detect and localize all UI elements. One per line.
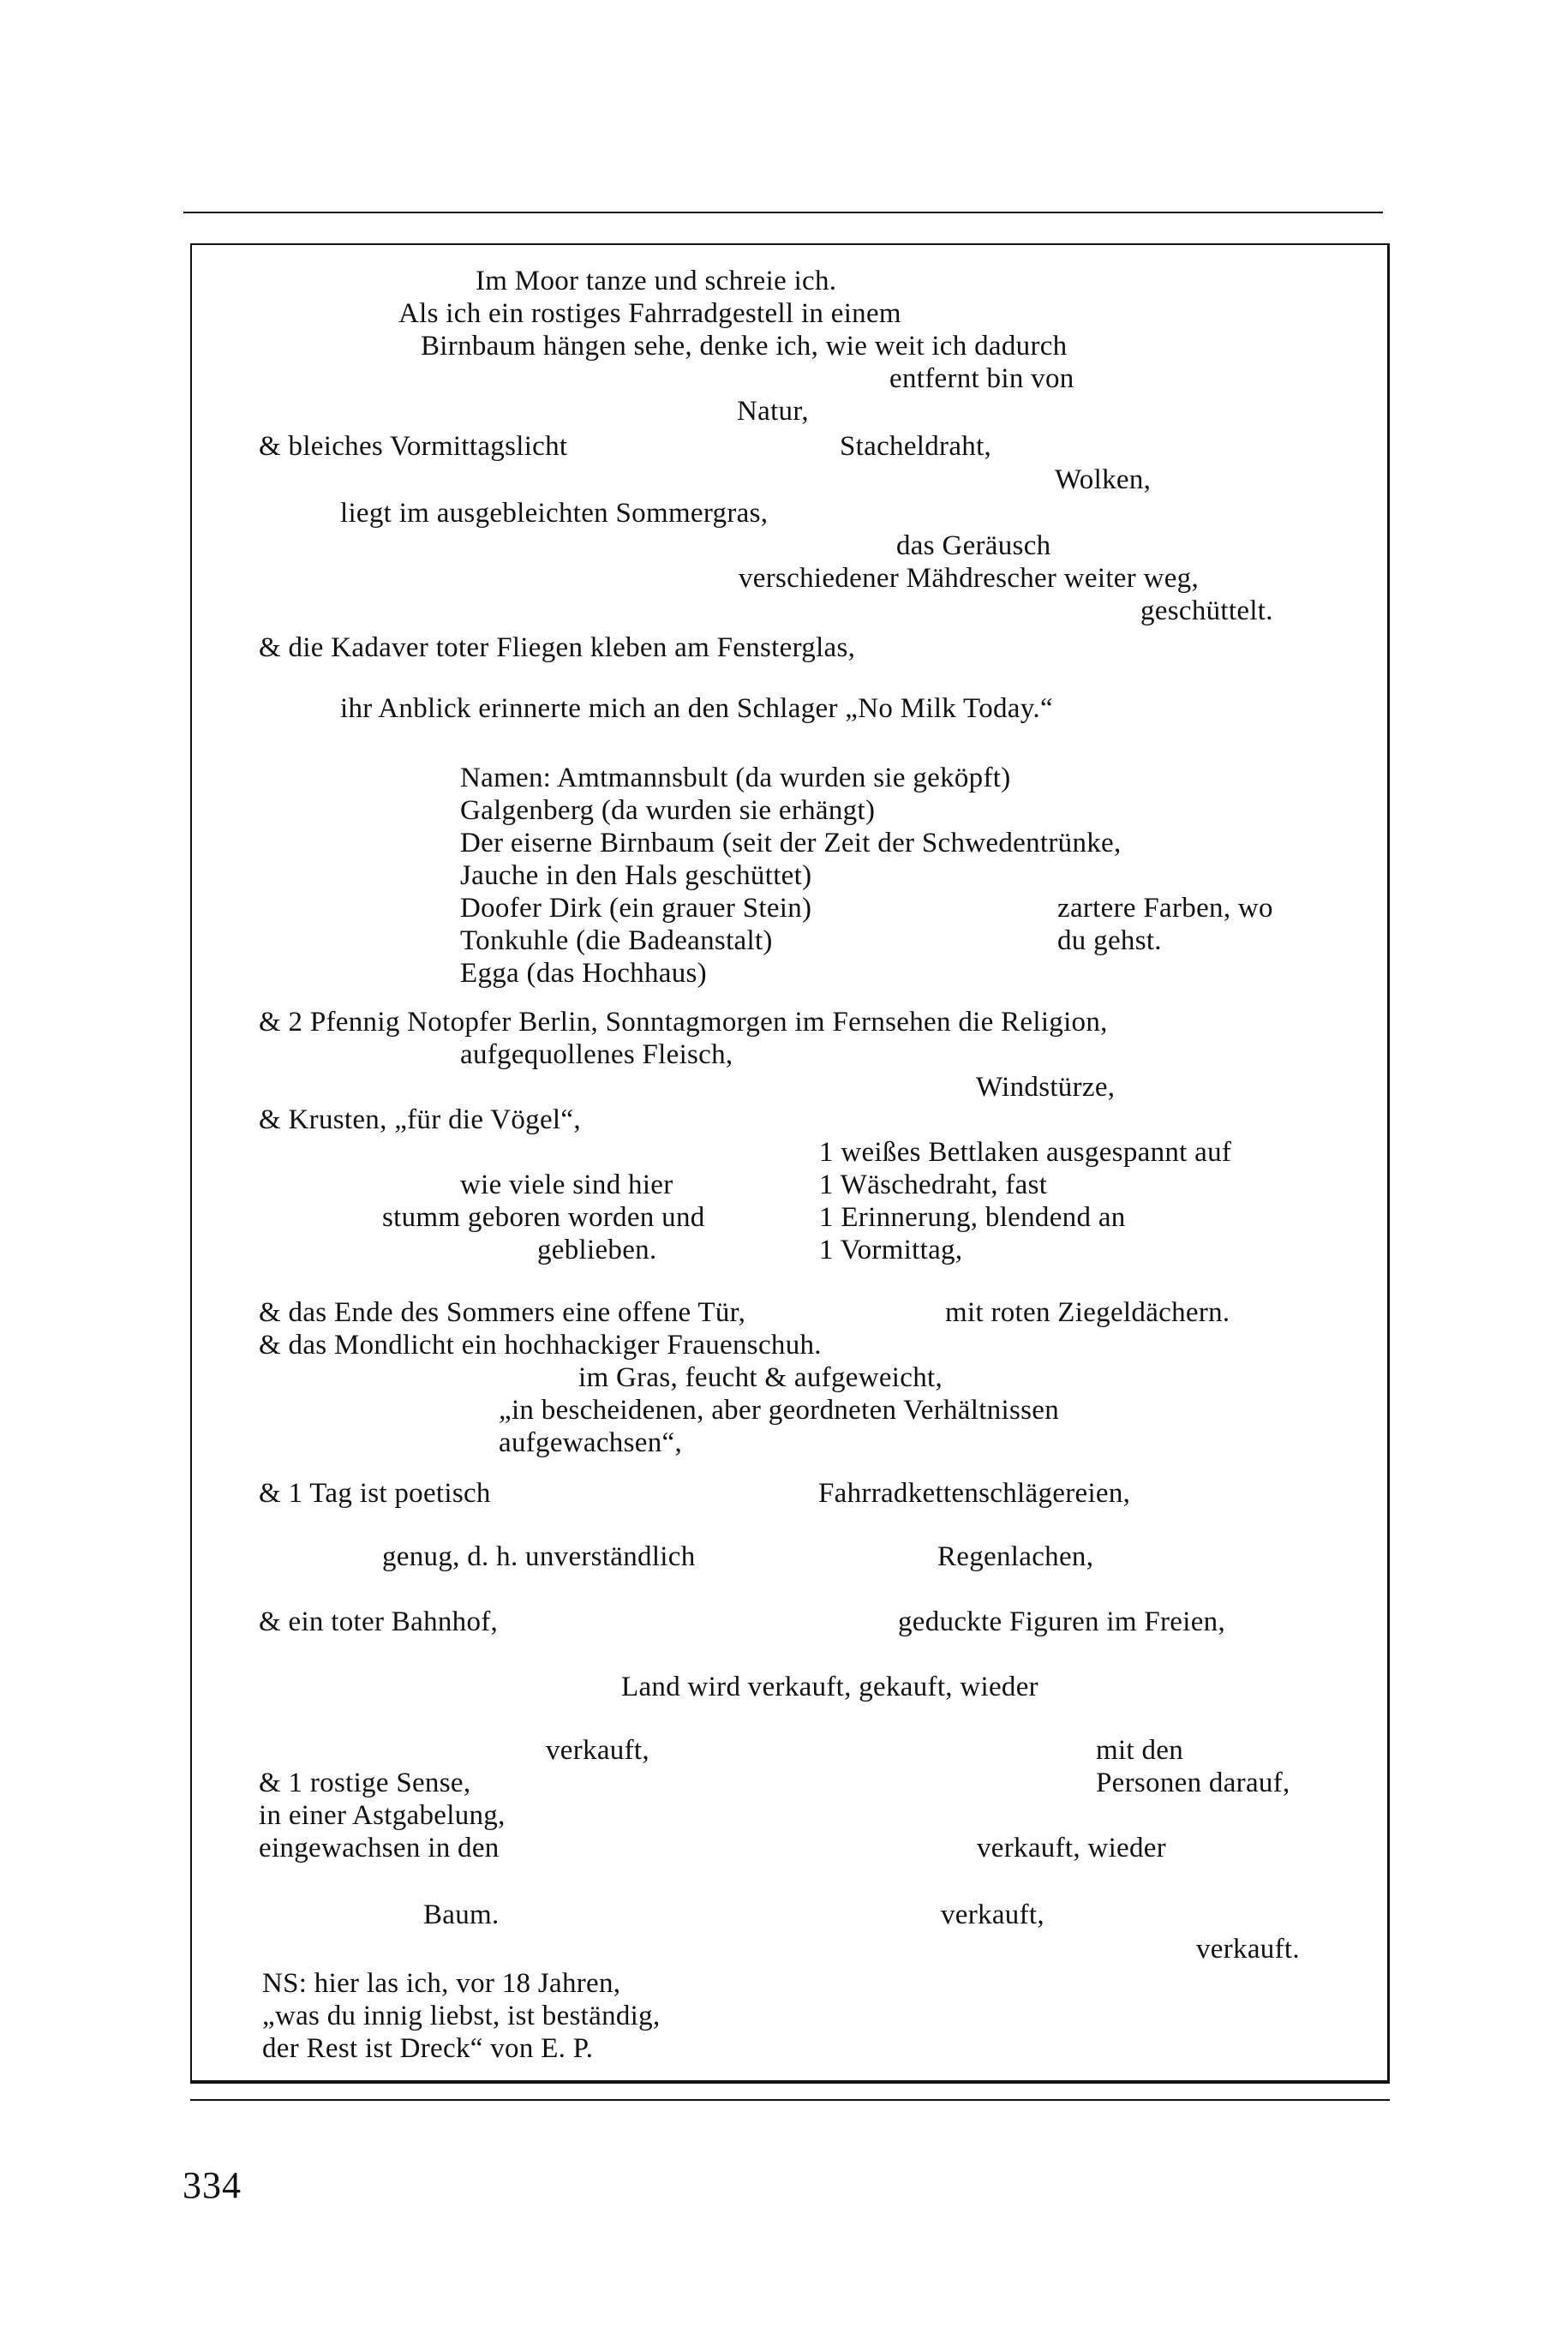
poem-line: Namen: Amtmannsbult (da wurden sie geköpft) <box>460 763 1011 793</box>
poem-line: 1 Erinnerung, blendend an <box>819 1202 1126 1233</box>
poem-line: aufgewachsen“, <box>499 1427 682 1458</box>
poem-line: & Krusten, „für die Vögel“, <box>259 1104 581 1135</box>
poem-line: aufgequollenes Fleisch, <box>460 1039 733 1070</box>
poem-line: der Rest ist Dreck“ von E. P. <box>262 2033 594 2064</box>
poem-line: Windstürze, <box>976 1072 1116 1103</box>
poem-line: Stacheldraht, <box>840 431 992 462</box>
poem-line: Regenlachen, <box>937 1541 1094 1572</box>
poem-line: Personen darauf, <box>1096 1768 1290 1798</box>
poem-line: geschüttelt. <box>1140 595 1273 626</box>
poem-line: wie viele sind hier <box>460 1169 673 1200</box>
poem-line: zartere Farben, wo <box>1057 893 1273 924</box>
poem-line: & das Ende des Sommers eine offene Tür, <box>259 1297 746 1328</box>
poem-line: Tonkuhle (die Badeanstalt) <box>460 925 773 956</box>
poem-line: Galgenberg (da wurden sie erhängt) <box>460 795 876 826</box>
poem-line: liegt im ausgebleichten Sommergras, <box>340 498 769 529</box>
poem-line: Jauche in den Hals geschüttet) <box>460 860 812 891</box>
poem-line: verschiedener Mähdrescher weiter weg, <box>739 563 1200 594</box>
poem-line: Land wird verkauft, gekauft, wieder <box>621 1672 1038 1702</box>
poem-line: genug, d. h. unverständlich <box>382 1541 696 1572</box>
poem-line: stumm geboren worden und <box>382 1202 705 1233</box>
poem-line: & ein toter Bahnhof, <box>259 1606 499 1637</box>
poem-line: Im Moor tanze und schreie ich. <box>476 266 837 296</box>
poem-line: Als ich ein rostiges Fahrradgestell in einem <box>398 298 901 329</box>
poem-line: geblieben. <box>537 1235 657 1265</box>
poem-line: & 1 Tag ist poetisch <box>259 1478 491 1509</box>
page-number: 334 <box>183 2164 242 2206</box>
poem-line: & die Kadaver toter Fliegen kleben am Fensterglas, <box>259 632 856 663</box>
poem-line: Birnbaum hängen sehe, denke ich, wie weit ich dadurch <box>421 331 1068 362</box>
poem-line: entfernt bin von <box>889 363 1074 394</box>
poem-line: 1 Vormittag, <box>819 1235 963 1265</box>
poem-line: „in bescheidenen, aber geordneten Verhältnissen <box>499 1395 1059 1426</box>
poem-line: in einer Astgabelung, <box>259 1800 506 1831</box>
poem-line: & das Mondlicht ein hochhackiger Frauenschuh. <box>259 1330 822 1361</box>
poem-line: mit roten Ziegeldächern. <box>945 1297 1230 1328</box>
poem-line: Natur, <box>737 396 809 427</box>
poem-line: 1 Wäschedraht, fast <box>819 1169 1048 1200</box>
poem-line: geduckte Figuren im Freien, <box>898 1606 1226 1637</box>
poem-line: ihr Anblick erinnerte mich an den Schlager „No Milk Today.“ <box>340 693 1053 724</box>
poem-line: das Geräusch <box>896 530 1051 561</box>
top-rule <box>183 212 1383 213</box>
poem-line: verkauft. <box>1196 1934 1300 1965</box>
poem-line: Der eiserne Birnbaum (seit der Zeit der Schwedentrünke, <box>460 828 1122 858</box>
poem-line: Fahrradkettenschlägereien, <box>818 1478 1131 1509</box>
poem-line: Baum. <box>423 1899 500 1930</box>
poem-line: „was du innig liebst, ist beständig, <box>262 2001 661 2031</box>
poem-line: verkauft, <box>546 1735 649 1766</box>
poem-line: Doofer Dirk (ein grauer Stein) <box>460 893 812 924</box>
poem-line: NS: hier las ich, vor 18 Jahren, <box>262 1968 621 1999</box>
poem-line: Egga (das Hochhaus) <box>460 958 707 989</box>
poem-line: verkauft, wieder <box>977 1833 1167 1863</box>
poem-line: verkauft, <box>941 1899 1044 1930</box>
poem-line: eingewachsen in den <box>259 1833 500 1863</box>
poem-line: & 1 rostige Sense, <box>259 1768 471 1798</box>
poem-line: Wolken, <box>1055 464 1152 495</box>
poem-line: mit den <box>1096 1735 1184 1766</box>
poem-line: du gehst. <box>1057 925 1162 956</box>
bottom-rule <box>190 2099 1390 2101</box>
poem-line: & 2 Pfennig Notopfer Berlin, Sonntagmorgen im Fernsehen die Religion, <box>259 1007 1108 1038</box>
poem-line: & bleiches Vormittagslicht <box>259 431 568 462</box>
poem-line: 1 weißes Bettlaken ausgespannt auf <box>819 1137 1232 1168</box>
poem-line: im Gras, feucht & aufgeweicht, <box>578 1362 943 1393</box>
